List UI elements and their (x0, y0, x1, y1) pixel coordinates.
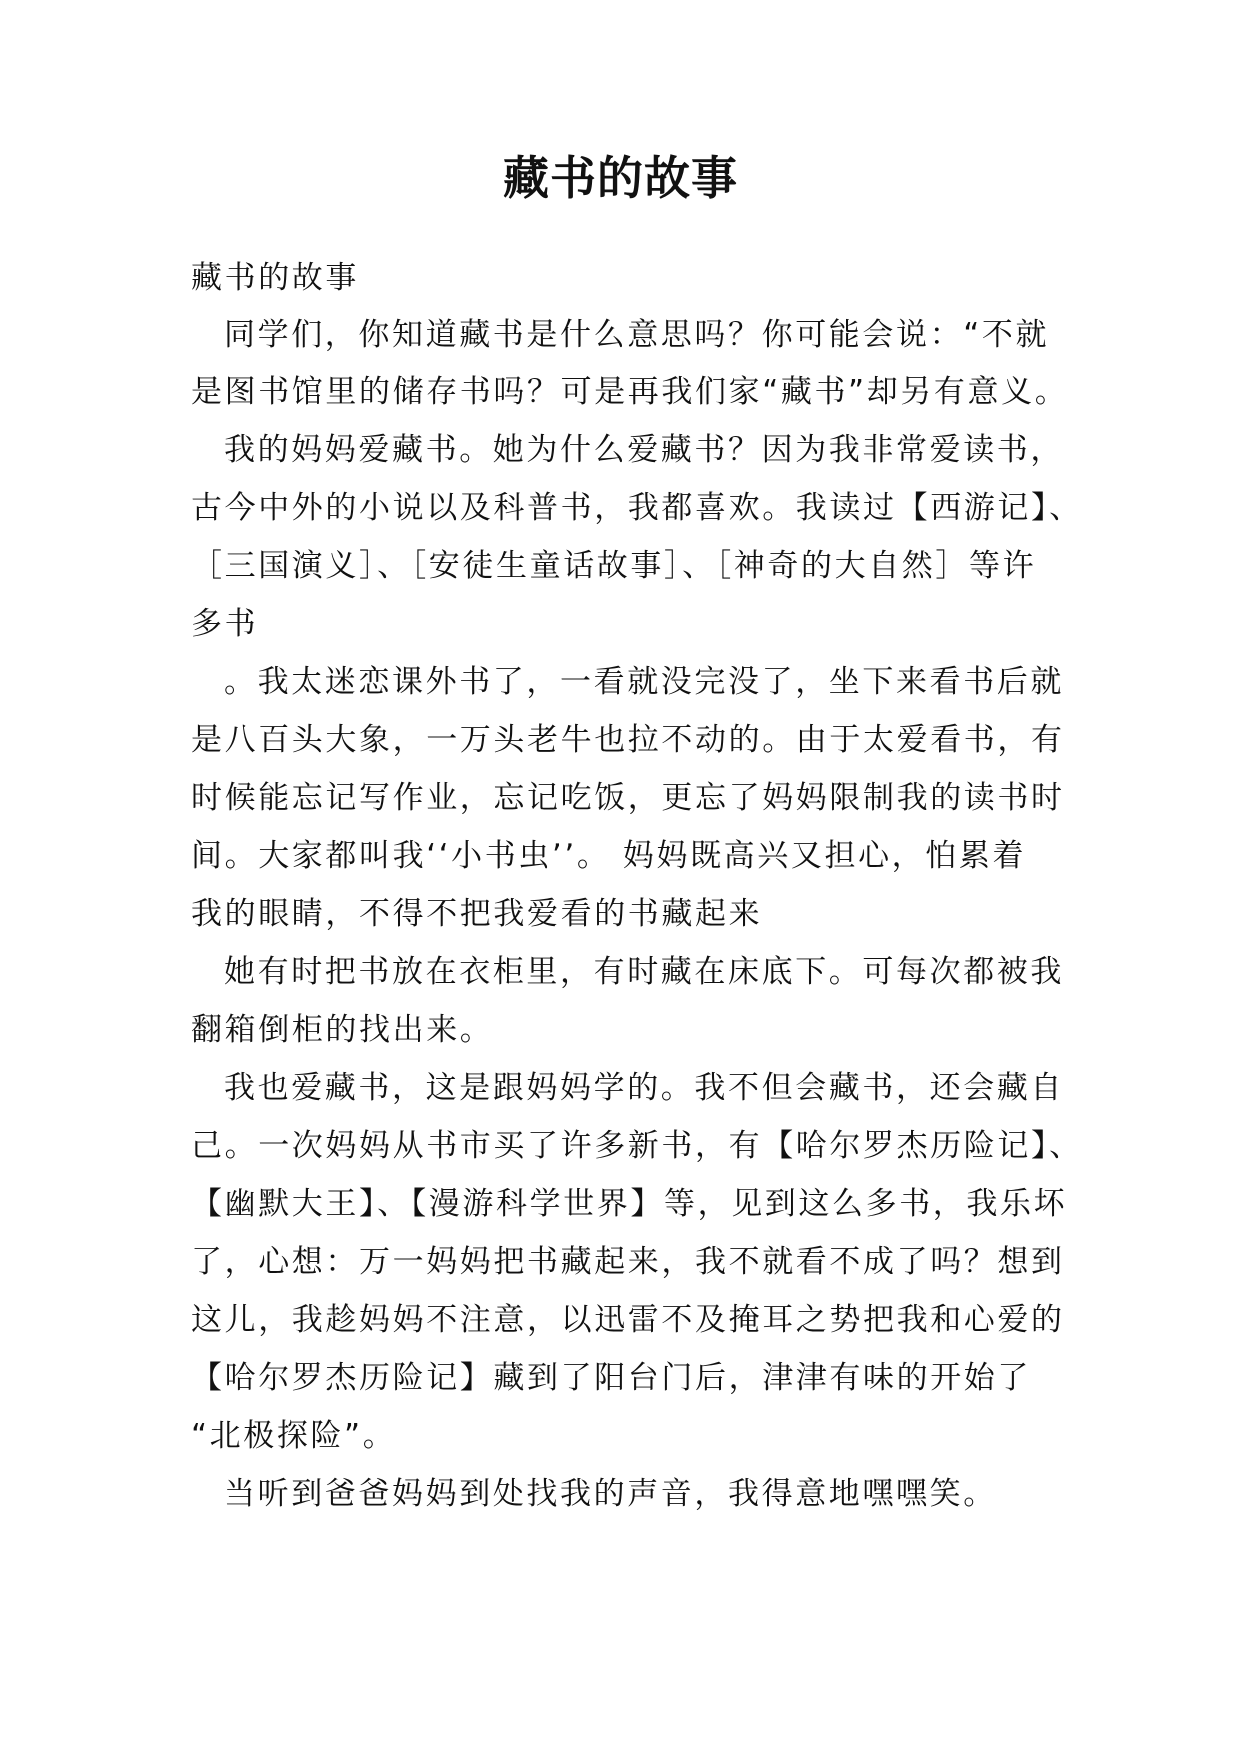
text-line: 了，心想：万一妈妈把书藏起来，我不就看不成了吗？想到 (191, 1244, 1065, 1280)
text-line: “北极探险”。 (191, 1418, 397, 1454)
document-title: 藏书的故事 (503, 151, 738, 205)
text-line: 当听到爸爸妈妈到处找我的声音，我得意地嘿嘿笑。 (224, 1476, 997, 1512)
text-line: 藏书的故事 (191, 260, 359, 296)
text-line: 是八百头大象，一万头老牛也拉不动的。由于太爱看书，有 (191, 722, 1065, 758)
text-line: 翻箱倒柜的找出来。 (191, 1012, 494, 1048)
text-line: 这儿，我趁妈妈不注意，以迅雷不及掩耳之势把我和心爱的 (191, 1302, 1065, 1338)
text-line: 多书 (191, 606, 259, 642)
text-line: 【哈尔罗杰历险记】藏到了阳台门后，津津有味的开始了 (191, 1360, 1031, 1396)
text-line: 己。一次妈妈从书市买了许多新书，有【哈尔罗杰历险记】、 (191, 1128, 1083, 1164)
text-line: 【幽默大王】、【漫游科学世界】等，见到这么多书，我乐坏 (191, 1186, 1068, 1222)
text-line: 是图书馆里的储存书吗？可是再我们家“藏书”却另有意义。 (191, 374, 1069, 410)
text-line: 我的妈妈爱藏书。她为什么爱藏书？因为我非常爱读书， (224, 432, 1064, 468)
text-line: 她有时把书放在衣柜里，有时藏在床底下。可每次都被我 (224, 954, 1064, 990)
text-line: 古今中外的小说以及科普书，我都喜欢。我读过【西游记】、 (191, 490, 1083, 526)
text-line: 时候能忘记写作业，忘记吃饭，更忘了妈妈限制我的读书时 (191, 780, 1065, 816)
text-line: 我也爱藏书，这是跟妈妈学的。我不但会藏书，还会藏自 (224, 1070, 1064, 1106)
text-line: 间。大家都叫我‘‘小书虫’’。 妈妈既高兴又担心，怕累着 (191, 838, 1027, 874)
text-line: 同学们，你知道藏书是什么意思吗？你可能会说：“不就 (224, 317, 1050, 353)
text-line: ［三国演义］、［安徒生童话故事］、［神奇的大自然］等许 (191, 548, 1037, 584)
text-line: 我的眼睛，不得不把我爱看的书藏起来 (191, 896, 763, 932)
text-line: 。我太迷恋课外书了，一看就没完没了，坐下来看书后就 (224, 664, 1064, 700)
